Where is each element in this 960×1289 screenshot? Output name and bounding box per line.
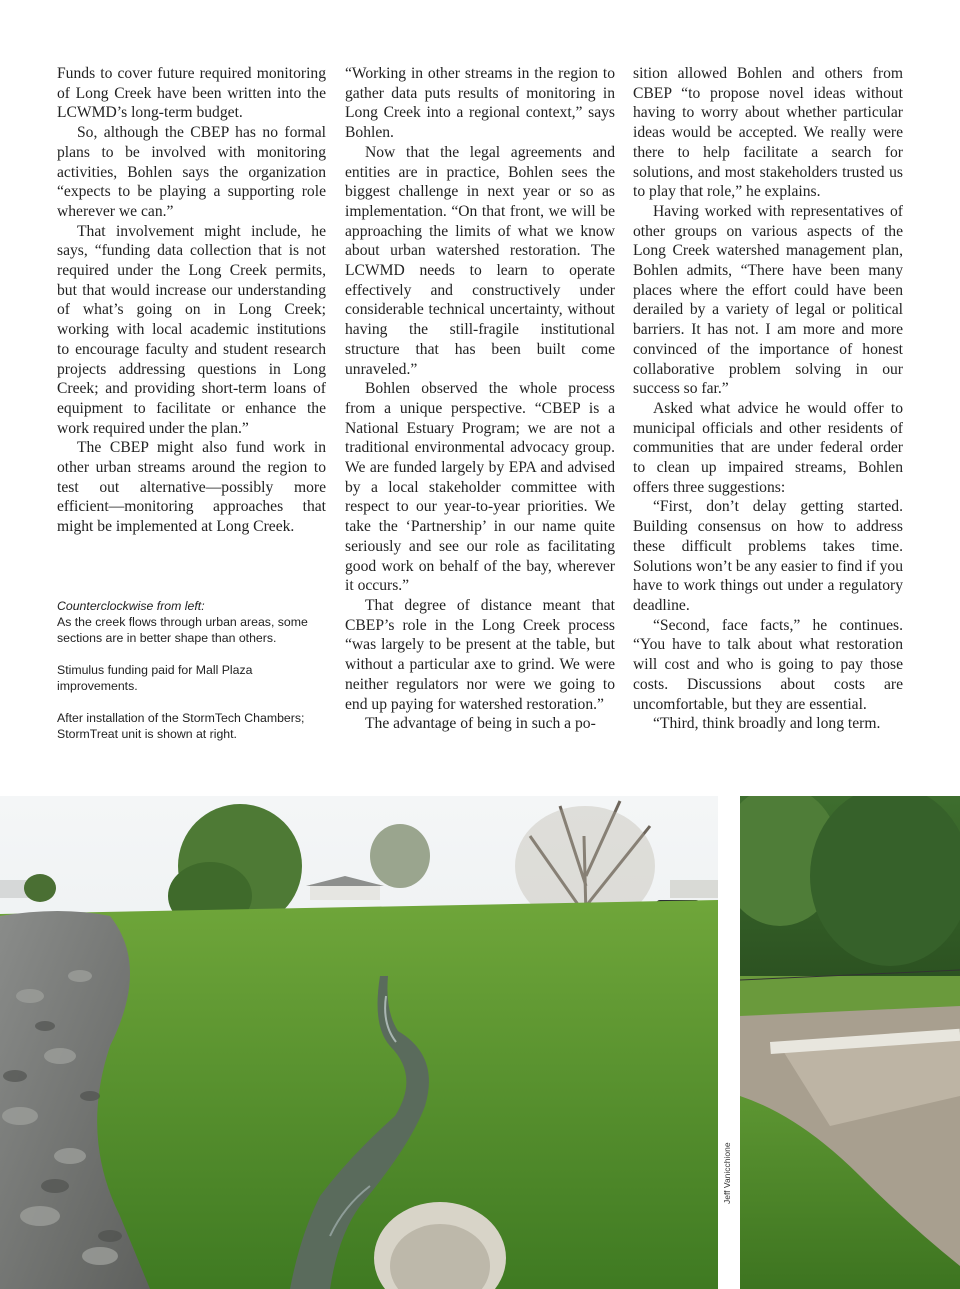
paragraph: sition allowed Bohlen and others from CBEP “to propose novel ideas without having to worry about whether particular ideas would be accepted. We really were there to help facilitate a search for solutions, and most stakeholders trusted us to play that role,” he explains. (633, 65, 903, 201)
paragraph: “Third, think broadly and long term. (653, 715, 881, 733)
paragraph: The CBEP might also fund work in other urban streams around the region to test out alternative—possibly more efficient—monitoring approaches that might be implemented at Long Creek. (57, 439, 326, 536)
paragraph: So, although the CBEP has no formal plans to be involved with monitoring activities, Bohlen says the organization “expects to be playing a supporting role wherever we can.” (57, 124, 326, 220)
caption-item: After installation of the StormTech Chambers; StormTreat unit is shown at right. (57, 711, 305, 741)
caption-heading: Counterclockwise from left: (57, 599, 205, 613)
paragraph: Now that the legal agreements and entities are in practice, Bohlen sees the biggest challenge in next year or so as implementation. “On that front, we will be approaching the limits of what we know about urban watershed restoration. The LCWMD needs to learn to operate effectively and constructively under considerable technical uncertainty, without having the still-fragile institutional structure that has been built come unraveled.” (345, 143, 615, 378)
paragraph: “Second, face facts,” he continues. “You have to talk about what restoration will cost and who is going to pay those costs. Discussions about costs are uncomfortable, but they are essential. (633, 616, 903, 713)
photo-credit-text: Jeff Vanicchione (722, 1142, 732, 1204)
paragraph: “Working in other streams in the region to gather data puts results of monitoring in Long Creek into a regional context,” says Bohlen. (345, 65, 615, 142)
caption-item: As the creek flows through urban areas, some sections are in better shape than others. (57, 615, 308, 645)
paragraph: “First, don’t delay getting started. Building consensus on how to address these difficult problems takes time. Solutions won’t be any easier to find if you have to work things out under a regulatory deadline. (633, 498, 903, 614)
photo-credit (718, 1140, 738, 1210)
article-column-1 (57, 64, 326, 537)
paragraph: Funds to cover future required monitoring of Long Creek have been written into the LCWMD’s long-term budget. (57, 65, 326, 122)
article-column-3 (633, 64, 903, 734)
paragraph: That involvement might include, he says, “funding data collection that is not required under the Long Creek permits, but that would increase our understanding of what’s going on in Long Creek; working with local academic institutions to encourage faculty and student research projects addressing questions in Long Creek; and providing short-term loans of equipment to facilitate or enhance the work required under the plan.” (57, 222, 326, 437)
paragraph: Asked what advice he would offer to municipal officials and other residents of communities that are under federal order to clean up impaired streams, Bohlen offers three suggestions: (633, 399, 903, 496)
paragraph: Having worked with representatives of other groups on various aspects of the Long Creek watershed management plan, Bohlen admits, “There have been many places where the effort could have been derailed by a variety of legal or political barriers. It has not. I am more and more convinced of the importance of honest collaborative problem solving in our success so far.” (633, 202, 903, 398)
photo-caption (57, 598, 329, 758)
paragraph: Bohlen observed the whole process from a unique perspective. “CBEP is a National Estuary Program; we are not a traditional environmental advocacy group. We are funded largely by EPA and advised by a local stakeholder committee with respect to our year-to-year priorities. We take the ‘Partnership’ in our name quite seriously and see our role as facilitating good work on behalf of the bay, wherever it occurs.” (345, 380, 615, 595)
creek-photo (0, 796, 718, 1289)
article-column-2 (345, 64, 615, 734)
paragraph: The advantage of being in such a po- (365, 715, 596, 733)
paragraph: That degree of distance meant that CBEP’s role in the Long Creek process “was largely to be present at the table, but without a particular axe to grind. We were neither regulators nor were we going to end up paying for watershed restoration.” (345, 596, 615, 713)
stormtech-photo (740, 796, 960, 1289)
caption-item: Stimulus funding paid for Mall Plaza improvements. (57, 663, 253, 693)
